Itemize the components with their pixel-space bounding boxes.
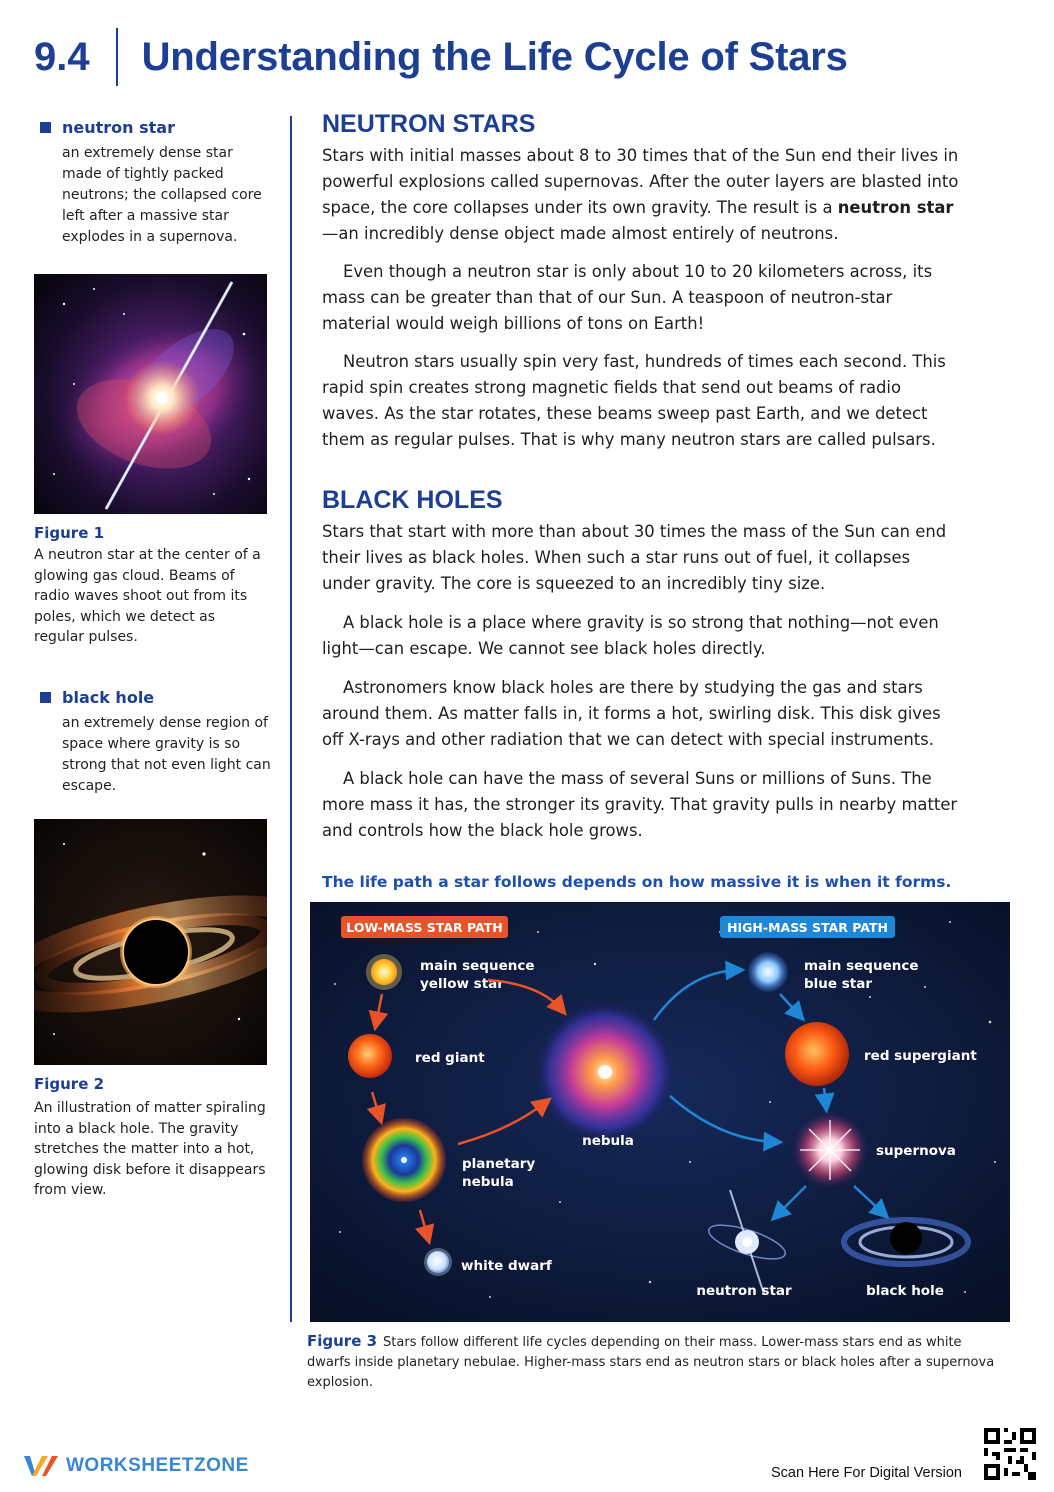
label-low-main-sequence: main sequence — [420, 958, 535, 974]
paragraph: A black hole is a place where gravity is so strong that nothing—not even light—can escape. We cannot see black holes directly. — [322, 613, 939, 658]
label-red-giant: red giant — [415, 1050, 485, 1066]
bullet-square-icon — [40, 692, 51, 703]
page-title: Understanding the Life Cycle of Stars — [141, 34, 848, 79]
paragraph: Stars that start with more than about 30 times the mass of the Sun can end their lives as black holes. When such a star runs out of fuel, it collapses under gravity. The core is squeezed to an incredibly tiny size. — [322, 522, 947, 593]
paragraph: Even though a neutron star is only about 10 to 20 kilometers across, its mass can be greater than that of our Sun. A teaspoon of neutron-star material would weigh billions of tons on Earth! — [322, 262, 933, 333]
figure-1-caption: A neutron star at the center of a glowing gas cloud. Beams of radio waves shoot out from its poles, which we detect as regular pulses. — [34, 547, 261, 645]
high-mass-path-label: HIGH-MASS STAR PATH — [727, 920, 888, 935]
paragraph: Astronomers know black holes are there by studying the gas and stars around them. As matter falls in, it forms a hot, swirling disk. This disk gives off X-rays and other radiation that we can detect with special instruments. — [322, 678, 941, 749]
figure-2-label: Figure 2 — [34, 1075, 105, 1093]
keyword-neutron-star: neutron star — [837, 198, 954, 217]
label-red-supergiant: red supergiant — [864, 1048, 977, 1064]
brand-name: WORKSHEETZONE — [66, 1455, 249, 1476]
neutron-stars-section — [322, 110, 962, 453]
red-supergiant-icon — [785, 1022, 849, 1086]
term-definition: an extremely dense region of space where gravity is so strong that not even light can escape. — [62, 715, 271, 794]
scan-text: Scan Here For Digital Version — [771, 1465, 962, 1481]
bullet-square-icon — [40, 122, 51, 133]
term-definition: an extremely dense star made of tightly packed neutrons; the collapsed core left after a massive star explodes in a supernova. — [62, 145, 262, 245]
black-hole-image — [34, 819, 267, 1065]
label-high-main-sequence: main sequence — [804, 958, 919, 974]
red-giant-icon — [348, 1034, 392, 1078]
section-number: 9.4 — [34, 34, 90, 79]
figure-3-caption-block — [307, 1331, 1007, 1393]
black-holes-section — [322, 486, 962, 844]
star-life-cycle-diagram — [310, 902, 1010, 1322]
label-neutron-star: neutron star — [696, 1283, 792, 1299]
label-nebula: nebula — [462, 1174, 514, 1190]
label-supernova: supernova — [876, 1143, 956, 1159]
brand-logo — [22, 1452, 249, 1480]
term-name: neutron star — [62, 118, 175, 137]
paragraph: Neutron stars usually spin very fast, hundreds of times each second. This rapid spin creates strong magnetic fields that send out beams of radio waves. As the star rotates, these beams sweep past Earth, and we detect them as regular pulses. That is why many neutron stars are called pulsars. — [322, 352, 946, 449]
white-dwarf-icon — [427, 1251, 449, 1273]
label-nebula-center: nebula — [582, 1133, 634, 1149]
low-mass-path-label: LOW-MASS STAR PATH — [346, 920, 503, 935]
glossary-term-neutron-star — [40, 118, 280, 248]
paragraph: Stars with initial masses about 8 to 30 times that of the Sun end their lives in powerful explosions called supernovas. After the outer layers are blasted into space, the core collapses under its own gravity. The result is a neutron star—an incredibly dense object made almost entirely of neutrons. — [322, 146, 959, 243]
figure-3-label: Figure 3 — [307, 1332, 378, 1350]
worksheetzone-logo-icon — [22, 1452, 60, 1480]
section-heading: BLACK HOLES — [322, 486, 503, 514]
page-header — [34, 26, 848, 88]
label-yellow-star: yellow star — [420, 976, 504, 992]
figure-1-label: Figure 1 — [34, 524, 105, 542]
yellow-star-icon — [371, 959, 397, 985]
label-planetary: planetary — [462, 1156, 536, 1172]
label-blue-star: blue star — [804, 976, 873, 992]
header-divider — [116, 28, 118, 86]
glossary-term-black-hole — [40, 688, 280, 797]
section-heading: NEUTRON STARS — [322, 110, 536, 138]
label-white-dwarf: white dwarf — [461, 1258, 552, 1274]
blue-star-icon — [748, 952, 788, 992]
figure-3-caption: Stars follow different life cycles depending on their mass. Lower-mass stars end as white dwarfs inside planetary nebulae. Higher-mass stars end as neutron stars or black holes after a supernova explosion. — [307, 1335, 995, 1390]
qr-code-icon[interactable] — [984, 1428, 1036, 1480]
diagram-title: The life path a star follows depends on how massive it is when it forms. — [322, 873, 952, 891]
paragraph: A black hole can have the mass of several Suns or millions of Suns. The more mass it has, the stronger its gravity. That gravity pulls in nearby matter and controls how the black hole grows. — [322, 769, 958, 840]
neutron-star-image — [34, 274, 267, 514]
column-divider — [290, 116, 292, 1322]
figure-2-caption: An illustration of matter spiraling into a black hole. The gravity stretches the matter into a hot, glowing disk before it disappears from view. — [34, 1100, 266, 1198]
label-black-hole: black hole — [866, 1283, 944, 1299]
term-name: black hole — [62, 688, 155, 707]
